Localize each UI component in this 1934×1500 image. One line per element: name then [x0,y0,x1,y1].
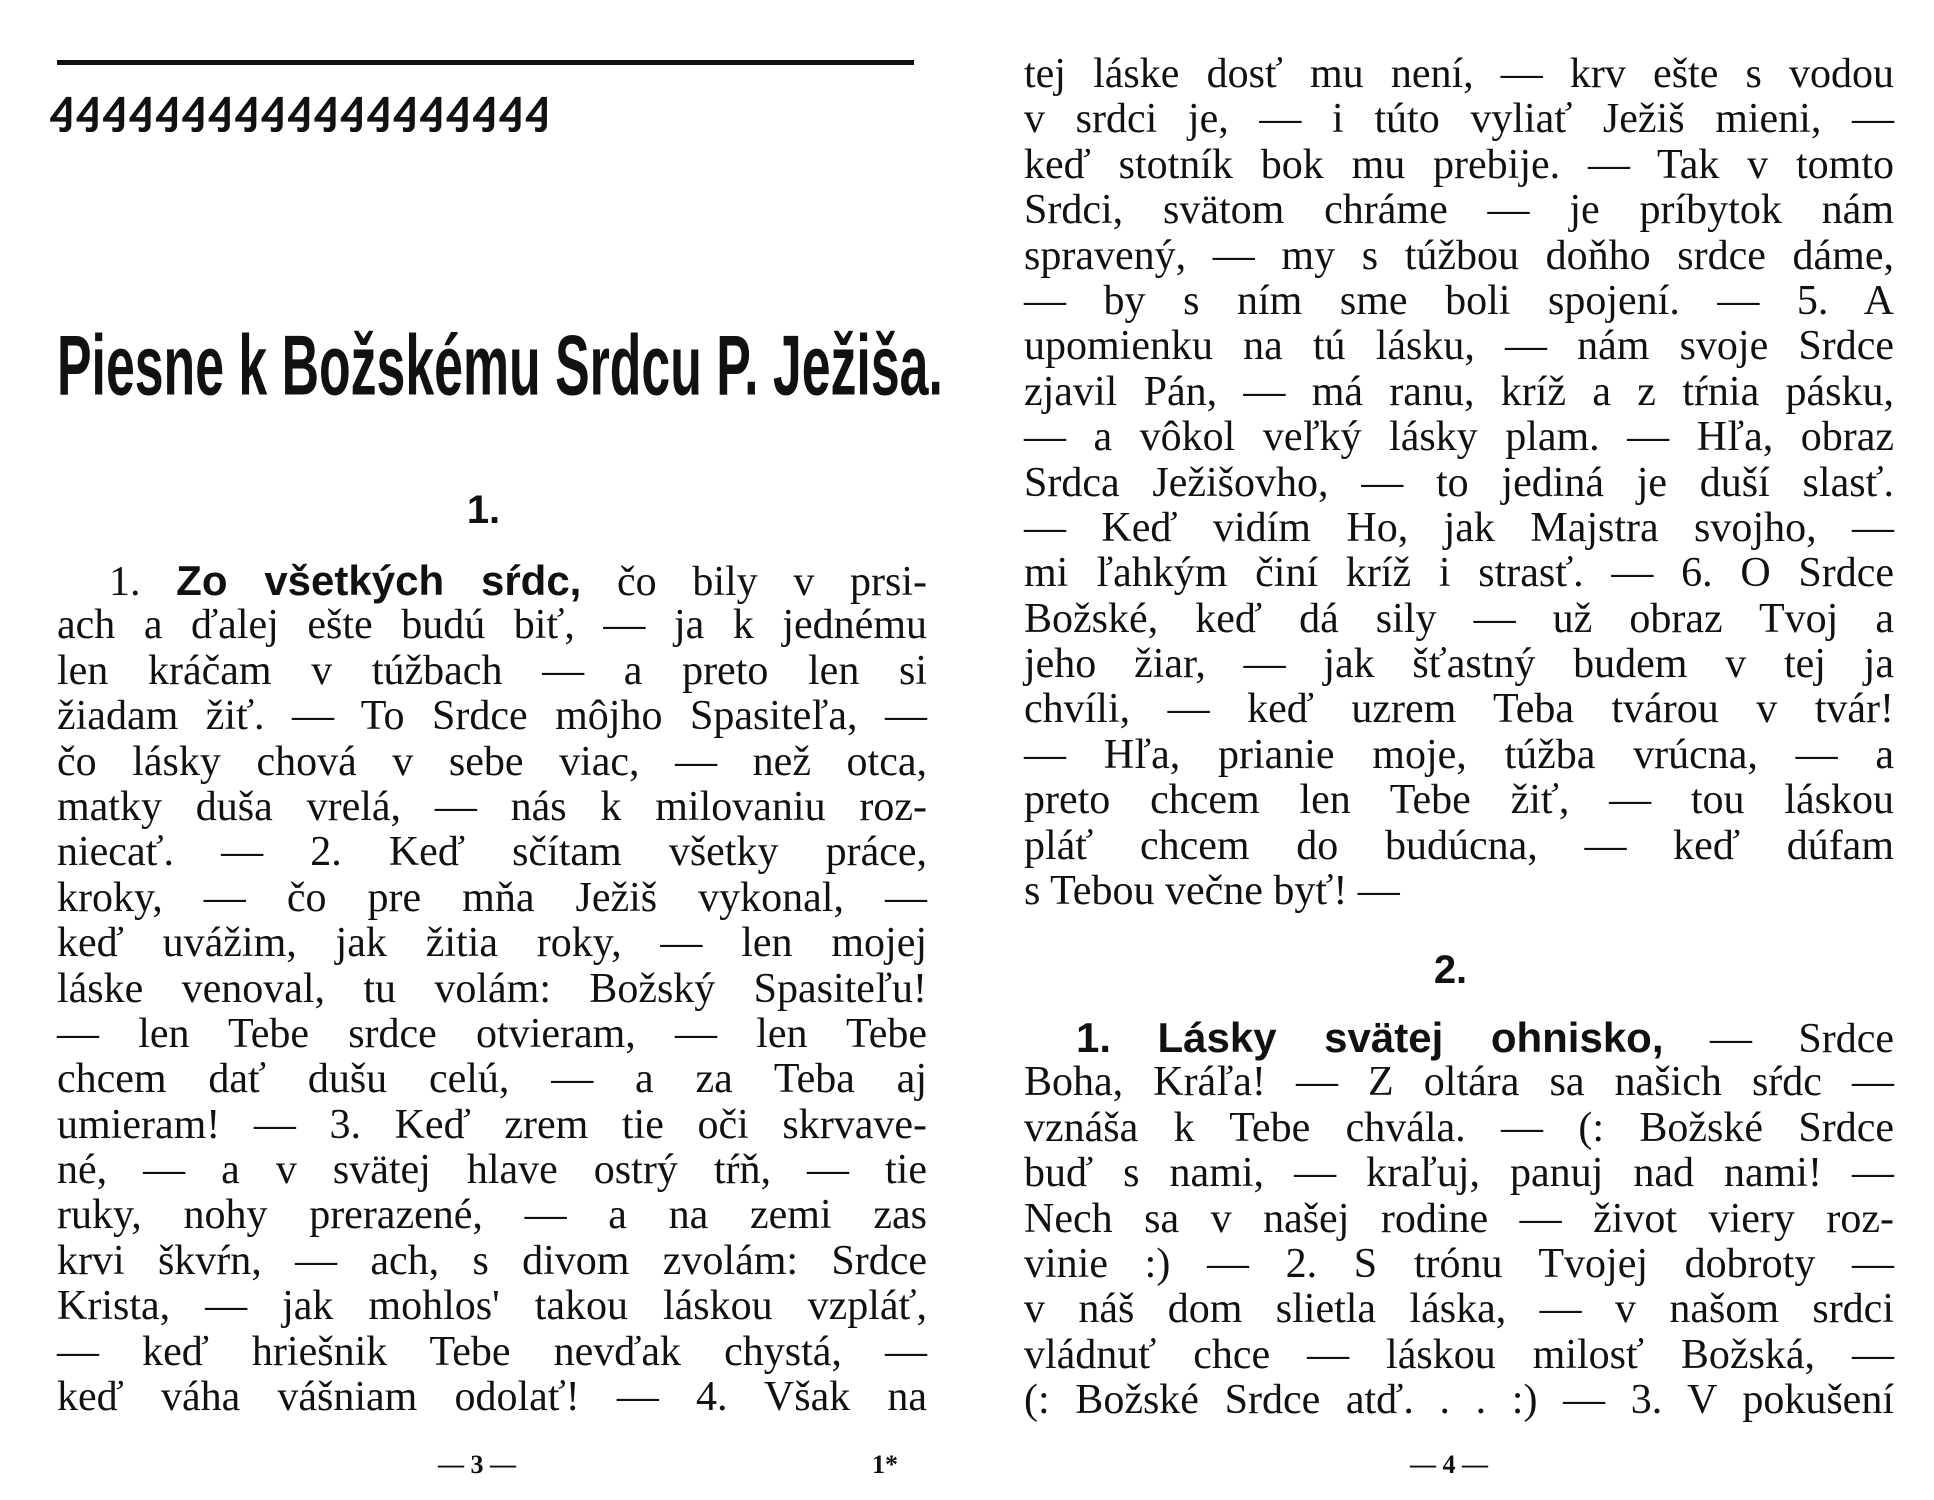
text-line: ruky, nohy prerazené, — a na zemi zas [57,1192,927,1239]
lead-bold-phrase: Lásky svätej ohnisko, [1157,1014,1664,1061]
song-number-2: 2. [1433,948,1468,992]
first-line-rest: čo bily v prsi- [617,559,927,605]
text-line: — a vôkol veľký lásky plam. — Hľa, obraz [1024,414,1894,461]
text-line: chvíli, — keď uzrem Teba tvárou v tvár! [1024,686,1894,733]
text-line: jeho žiar, — jak šťastný budem v tej ja [1024,641,1894,688]
text-line: spravený, — my s túžbou doňho srdce dáme, [1024,232,1894,279]
text-line: buď s nami, — kraľuj, panuj nad nami! — [1024,1150,1894,1197]
text-line: tej láske dosť mu není, — krv ešte s vodou [1024,51,1894,97]
signature-mark: 1* [872,1450,898,1479]
text-line: keď stotník bok mu prebije. — Tak v tomto [1024,141,1894,188]
top-rule [57,60,914,65]
first-line-rest: — Srdce [1709,1016,1895,1062]
text-line: — len Tebe srdce otvieram, — len Tebe [57,1010,927,1057]
lead-bold-phrase: Zo všetkých sŕdc, [176,557,582,604]
text-line: né, — a v svätej hlave ostrý tŕň, — tie [57,1147,927,1194]
text-line: mi ľahkým činí kríž i strasť. — 6. O Srdce [1024,550,1894,597]
text-line: Boha, Kráľa! — Z oltára sa našich sŕdc — [1024,1059,1894,1106]
text-line: matky duša vrelá, — nás k milovaniu roz- [57,783,927,830]
lead-number: 1. [109,559,141,605]
text-line: chcem dať dušu celú, — a za Teba aj [57,1056,927,1103]
song-1-continuation [1024,52,1894,914]
page-number: — 3 — [438,1450,516,1479]
text-line: — by s ním sme boli spojení. — 5. A [1024,277,1894,324]
text-line: Srdci, svätom chráme — je príbytok nám [1024,187,1894,234]
text-line: upomienku na tú lásku, — nám svoje Srdce [1024,323,1894,370]
text-line: keď uvážim, jak žitia roky, — len mojej [57,920,927,967]
song-1-text [57,558,927,1420]
text-line: keď váha vášniam odolať! — 4. Však na [57,1374,927,1421]
song-number-1: 1. [466,488,501,532]
text-line: preto chcem len Tebe žiť, — tou láskou [1024,777,1894,824]
text-line: Krista, — jak mohlos' takou láskou vzpláť, [57,1283,927,1330]
song-2-text [1024,1015,1894,1424]
page-number: — 4 — [1410,1450,1488,1479]
text-line: Božské, keď dá sily — už obraz Tvoj a [1024,595,1894,642]
text-line: (: Božské Srdce atď. . . :) — 3. V pokušení [1024,1377,1894,1424]
page-title: Piesne k Božskému Srdcu P. Ježiša. [57,317,943,413]
song-1-first-line [57,558,927,603]
text-line: vládnuť chce — láskou milosť Božská, — [1024,1331,1894,1378]
text-line: umieram! — 3. Keď zrem tie oči skrvave- [57,1101,927,1148]
text-line: zjavil Pán, — má ranu, kríž a z tŕnia pásku, [1024,368,1894,415]
text-line: ach a ďalej ešte budú biť, — ja k jednému [57,602,927,649]
lead-number: 1. [1076,1014,1112,1061]
text-line: láske venoval, tu volám: Božský Spasiteľu! [57,965,927,1012]
text-line: — Keď vidím Ho, jak Majstra svojho, — [1024,504,1894,551]
text-line: pláť chcem do budúcna, — keď dúfam [1024,822,1894,869]
text-line: v náš dom slietla láska, — v našom srdci [1024,1286,1894,1333]
text-line: Srdca Ježišovho, — to jediná je duší slasť. [1024,459,1894,506]
text-line: čo lásky chová v sebe viac, — než otca, [57,738,927,785]
text-line: vinie :) — 2. S trónu Tvojej dobroty — [1024,1240,1894,1287]
right-page [967,0,1934,1500]
text-line: len kráčam v túžbach — a preto len si [57,647,927,694]
text-line: žiadam žiť. — To Srdce môjho Spasiteľa, — [57,693,927,740]
text-line: Nech sa v našej rodine — život viery roz- [1024,1195,1894,1242]
text-line: krvi škvŕn, — ach, s divom zvolám: Srdce [57,1237,927,1284]
text-line: — Hľa, prianie moje, túžba vrúcna, — a [1024,731,1894,778]
text-line: — keď hriešnik Tebe nevďak chystá, — [57,1328,927,1375]
text-line: v srdci je, — i túto vyliať Ježiš mieni, — [1024,96,1894,143]
text-line: s Tebou večne byť! — [1024,868,1400,915]
text-line: vznáša k Tebe chvála. — (: Božské Srdce [1024,1104,1894,1151]
song-2-first-line [1024,1015,1894,1060]
ornament-band [50,80,920,132]
ornament-glyphs: ꜭꜭꜭꜭꜭꜭꜭꜭꜭꜭꜭꜭꜭꜭꜭꜭꜭꜭꜭ [50,80,553,132]
text-line: kroky, — čo pre mňa Ježiš vykonal, — [57,874,927,921]
text-line: niecať. — 2. Keď sčítam všetky práce, [57,829,927,876]
